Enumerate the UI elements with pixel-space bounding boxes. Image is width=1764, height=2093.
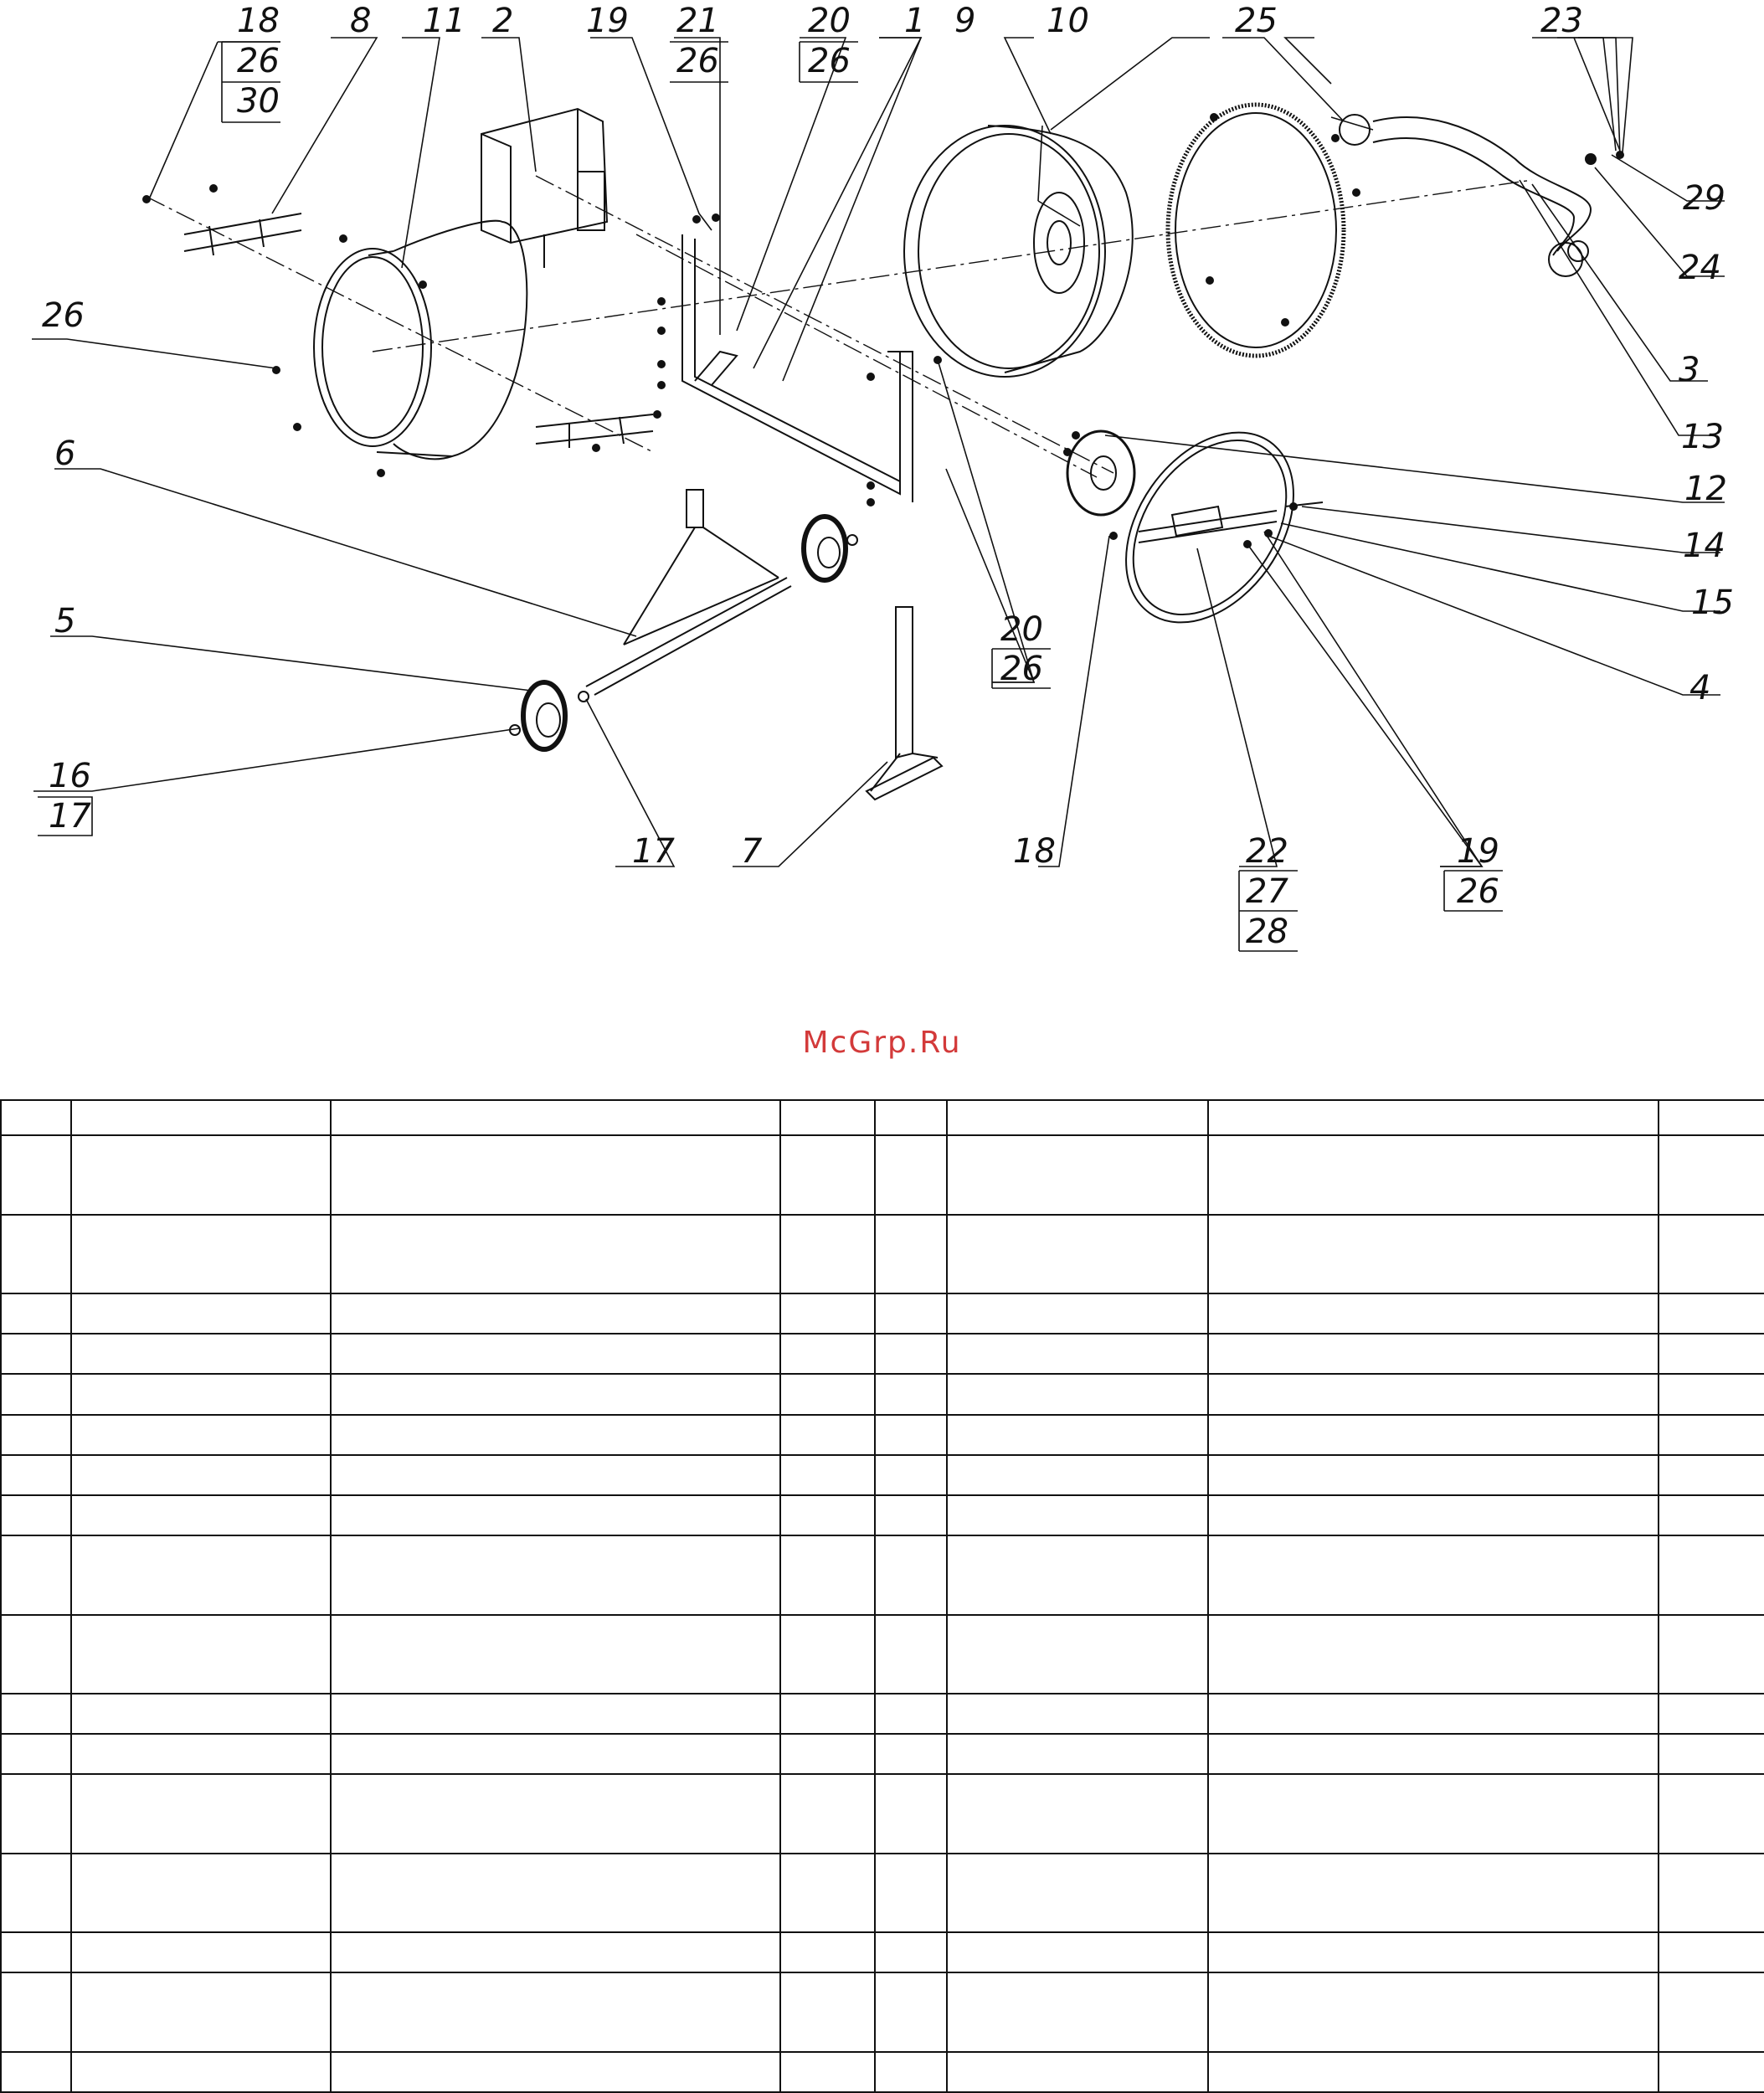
- table-cell: [780, 1535, 875, 1614]
- table-cell: [1, 2052, 71, 2092]
- table-cell: [71, 1734, 331, 1774]
- table-cell: [875, 1334, 947, 1374]
- table-cell: [780, 1495, 875, 1535]
- table-cell: [1659, 1100, 1764, 1135]
- table-cell: [947, 1854, 1208, 1932]
- table-cell: [331, 1455, 780, 1495]
- callout-1: 1: [904, 2, 926, 40]
- table-cell: [875, 1854, 947, 1932]
- table-cell: [875, 1734, 947, 1774]
- table-cell: [71, 1495, 331, 1535]
- table-cell: [1, 1293, 71, 1334]
- table-cell: [71, 1100, 331, 1135]
- table-cell: [875, 1774, 947, 1853]
- pulley-part-12: [1067, 431, 1134, 515]
- table-cell: [947, 1293, 1208, 1334]
- callout-3: 3: [1679, 351, 1700, 389]
- table-cell: [1208, 1415, 1659, 1455]
- table-cell: [71, 1774, 331, 1853]
- table-cell: [1, 1334, 71, 1374]
- table-cell: [947, 1535, 1208, 1614]
- callout-19-bottom: 19: [1457, 832, 1499, 871]
- table-cell: [1208, 1854, 1659, 1932]
- table-cell: [331, 1774, 780, 1853]
- table-cell: [1659, 1535, 1764, 1614]
- table-row: [1, 1972, 1764, 2051]
- table-cell: [780, 1334, 875, 1374]
- table-row: [1, 1854, 1764, 1932]
- table-cell: [331, 1694, 780, 1734]
- bracket-part-8: [184, 213, 653, 448]
- wheel-part-5: [510, 682, 589, 749]
- wheel-part-5b: [804, 517, 857, 580]
- table-cell: [947, 1734, 1208, 1774]
- table-cell: [331, 1293, 780, 1334]
- table-cell: [331, 1854, 780, 1932]
- table-cell: [331, 1932, 780, 1972]
- table-cell: [1208, 2052, 1659, 2092]
- callout-22: 22: [1246, 832, 1288, 871]
- table-cell: [780, 1293, 875, 1334]
- table-row: [1, 1374, 1764, 1414]
- table-cell: [780, 2052, 875, 2092]
- parts-table: [0, 1099, 1764, 2093]
- table-cell: [875, 1932, 947, 1972]
- callout-26-top: 26: [237, 42, 280, 80]
- table-cell: [1, 1734, 71, 1774]
- callout-26-c: 26: [808, 42, 851, 80]
- drum-rear-part-9: [904, 126, 1133, 377]
- table-cell: [1, 1972, 71, 2051]
- table-cell: [780, 1932, 875, 1972]
- table-cell: [947, 1415, 1208, 1455]
- table-cell: [1659, 1972, 1764, 2051]
- frame-part-1: [682, 234, 913, 502]
- leader-lines: [32, 38, 1725, 867]
- callout-6: 6: [54, 435, 76, 473]
- table-cell: [71, 1615, 331, 1694]
- callout-23: 23: [1540, 2, 1583, 40]
- table-cell: [1659, 1135, 1764, 1214]
- table-cell: [1208, 1972, 1659, 2051]
- callout-26-bottom: 26: [1457, 872, 1499, 911]
- callout-26-left: 26: [42, 296, 85, 335]
- table-cell: [947, 1334, 1208, 1374]
- table-cell: [1, 1135, 71, 1214]
- table-cell: [71, 1535, 331, 1614]
- table-cell: [331, 1135, 780, 1214]
- table-cell: [1208, 1535, 1659, 1614]
- table-row: [1, 1100, 1764, 1135]
- table-cell: [1208, 1100, 1659, 1135]
- handwheel-part-4: [1092, 401, 1329, 654]
- table-cell: [1208, 1774, 1659, 1853]
- table-cell: [1, 1374, 71, 1414]
- table-cell: [1208, 1615, 1659, 1694]
- parts-table-body: [1, 1100, 1764, 2092]
- table-cell: [1208, 1374, 1659, 1414]
- callout-18-top: 18: [237, 2, 280, 40]
- table-row: [1, 1694, 1764, 1734]
- table-row: [1, 1615, 1764, 1694]
- table-cell: [780, 1734, 875, 1774]
- table-cell: [71, 1135, 331, 1214]
- table-cell: [875, 1100, 947, 1135]
- callout-30-top: 30: [237, 82, 280, 121]
- table-cell: [331, 1495, 780, 1535]
- callout-17-mid: 17: [632, 832, 675, 871]
- callout-20-mid: 20: [1000, 610, 1043, 649]
- table-cell: [1, 1854, 71, 1932]
- axle-frame-part-6: [586, 490, 791, 695]
- table-cell: [875, 2052, 947, 2092]
- table-row: [1, 1932, 1764, 1972]
- table-cell: [1659, 1415, 1764, 1455]
- table-cell: [875, 1215, 947, 1293]
- table-cell: [780, 1100, 875, 1135]
- callout-29: 29: [1683, 179, 1725, 218]
- table-cell: [1, 1615, 71, 1694]
- callout-10: 10: [1047, 2, 1089, 40]
- table-cell: [1208, 1334, 1659, 1374]
- table-cell: [331, 2052, 780, 2092]
- fasteners: [142, 113, 1624, 548]
- table-cell: [71, 1932, 331, 1972]
- table-cell: [1208, 1734, 1659, 1774]
- table-cell: [331, 1734, 780, 1774]
- table-cell: [947, 1972, 1208, 2051]
- table-cell: [1208, 1932, 1659, 1972]
- table-cell: [1208, 1135, 1659, 1214]
- table-cell: [1659, 1774, 1764, 1853]
- table-cell: [1659, 1854, 1764, 1932]
- table-cell: [71, 1215, 331, 1293]
- callout-17-left: 17: [49, 797, 91, 836]
- table-cell: [1208, 1495, 1659, 1535]
- table-cell: [780, 1615, 875, 1694]
- table-cell: [71, 1293, 331, 1334]
- table-cell: [1, 1455, 71, 1495]
- watermark: McGrp.Ru: [802, 1026, 962, 1060]
- table-cell: [1208, 1694, 1659, 1734]
- table-cell: [1, 1774, 71, 1853]
- callout-24: 24: [1679, 249, 1721, 287]
- table-cell: [71, 1374, 331, 1414]
- table-cell: [780, 1135, 875, 1214]
- table-row: [1, 1135, 1764, 1214]
- table-cell: [947, 1694, 1208, 1734]
- table-cell: [1659, 1734, 1764, 1774]
- callout-15: 15: [1691, 584, 1734, 622]
- table-cell: [780, 1972, 875, 2051]
- callout-19-top: 19: [586, 2, 629, 40]
- table-cell: [780, 1854, 875, 1932]
- table-cell: [947, 1615, 1208, 1694]
- callout-8: 8: [350, 2, 372, 40]
- table-cell: [947, 2052, 1208, 2092]
- table-cell: [875, 1135, 947, 1214]
- table-cell: [1, 1495, 71, 1535]
- table-cell: [875, 1415, 947, 1455]
- table-row: [1, 1734, 1764, 1774]
- table-cell: [71, 2052, 331, 2092]
- table-cell: [1, 1535, 71, 1614]
- table-row: [1, 1215, 1764, 1293]
- table-cell: [947, 1932, 1208, 1972]
- callout-27: 27: [1246, 872, 1288, 911]
- shaft-part-3: [1340, 115, 1591, 276]
- table-cell: [71, 1415, 331, 1455]
- table-row: [1, 1495, 1764, 1535]
- table-cell: [1, 1694, 71, 1734]
- table-cell: [875, 1694, 947, 1734]
- table-cell: [1659, 1615, 1764, 1694]
- table-cell: [71, 1455, 331, 1495]
- table-cell: [1659, 1293, 1764, 1334]
- callout-5: 5: [54, 602, 76, 640]
- callout-11: 11: [423, 2, 465, 40]
- callout-7: 7: [741, 832, 763, 871]
- table-cell: [875, 1374, 947, 1414]
- table-cell: [947, 1495, 1208, 1535]
- callout-14: 14: [1683, 527, 1725, 565]
- callout-26-mid: 26: [1000, 650, 1043, 688]
- table-row: [1, 1293, 1764, 1334]
- table-cell: [875, 1972, 947, 2051]
- table-row: [1, 1774, 1764, 1853]
- callout-21: 21: [676, 2, 719, 40]
- table-cell: [780, 1694, 875, 1734]
- table-cell: [1, 1932, 71, 1972]
- table-cell: [875, 1535, 947, 1614]
- table-row: [1, 1334, 1764, 1374]
- drum-front-part-11: [314, 221, 527, 460]
- table-cell: [875, 1455, 947, 1495]
- table-row: [1, 2052, 1764, 2092]
- table-row: [1, 1415, 1764, 1455]
- callout-13: 13: [1681, 418, 1724, 456]
- callout-16: 16: [49, 757, 91, 795]
- table-cell: [331, 1972, 780, 2051]
- table-cell: [780, 1374, 875, 1414]
- table-cell: [947, 1455, 1208, 1495]
- callout-4: 4: [1689, 669, 1711, 707]
- table-cell: [947, 1135, 1208, 1214]
- table-cell: [1659, 1374, 1764, 1414]
- callout-28: 28: [1246, 913, 1288, 951]
- table-cell: [1, 1415, 71, 1455]
- table-cell: [1659, 1694, 1764, 1734]
- table-cell: [1, 1100, 71, 1135]
- table-cell: [331, 1615, 780, 1694]
- callout-2: 2: [492, 2, 514, 40]
- table-cell: [875, 1615, 947, 1694]
- table-cell: [331, 1215, 780, 1293]
- table-cell: [331, 1374, 780, 1414]
- table-cell: [1659, 1932, 1764, 1972]
- table-cell: [780, 1415, 875, 1455]
- table-cell: [1659, 1215, 1764, 1293]
- table-cell: [71, 1972, 331, 2051]
- table-cell: [331, 1100, 780, 1135]
- table-cell: [1208, 1215, 1659, 1293]
- table-cell: [947, 1100, 1208, 1135]
- table-cell: [331, 1415, 780, 1455]
- table-cell: [875, 1293, 947, 1334]
- table-cell: [1, 1215, 71, 1293]
- table-cell: [71, 1334, 331, 1374]
- table-cell: [947, 1774, 1208, 1853]
- table-row: [1, 1455, 1764, 1495]
- table-cell: [1659, 1495, 1764, 1535]
- table-cell: [780, 1215, 875, 1293]
- table-cell: [71, 1854, 331, 1932]
- exploded-assembly-drawing: [0, 0, 1764, 988]
- table-cell: [71, 1694, 331, 1734]
- callout-labels: [38, 2, 1734, 951]
- table-row: [1, 1535, 1764, 1614]
- table-cell: [1208, 1293, 1659, 1334]
- table-cell: [780, 1774, 875, 1853]
- table-cell: [875, 1495, 947, 1535]
- callout-12: 12: [1684, 470, 1727, 508]
- callout-20-top: 20: [808, 2, 851, 40]
- table-cell: [1659, 2052, 1764, 2092]
- table-cell: [331, 1535, 780, 1614]
- callout-18-bottom: 18: [1013, 832, 1056, 871]
- table-cell: [1208, 1455, 1659, 1495]
- table-cell: [331, 1334, 780, 1374]
- callout-26-b: 26: [676, 42, 719, 80]
- callout-25: 25: [1235, 2, 1278, 40]
- table-cell: [1659, 1334, 1764, 1374]
- table-cell: [947, 1215, 1208, 1293]
- table-cell: [780, 1455, 875, 1495]
- table-cell: [1659, 1455, 1764, 1495]
- callout-9: 9: [954, 2, 976, 40]
- motor-box-part-2: [481, 109, 607, 268]
- table-cell: [947, 1374, 1208, 1414]
